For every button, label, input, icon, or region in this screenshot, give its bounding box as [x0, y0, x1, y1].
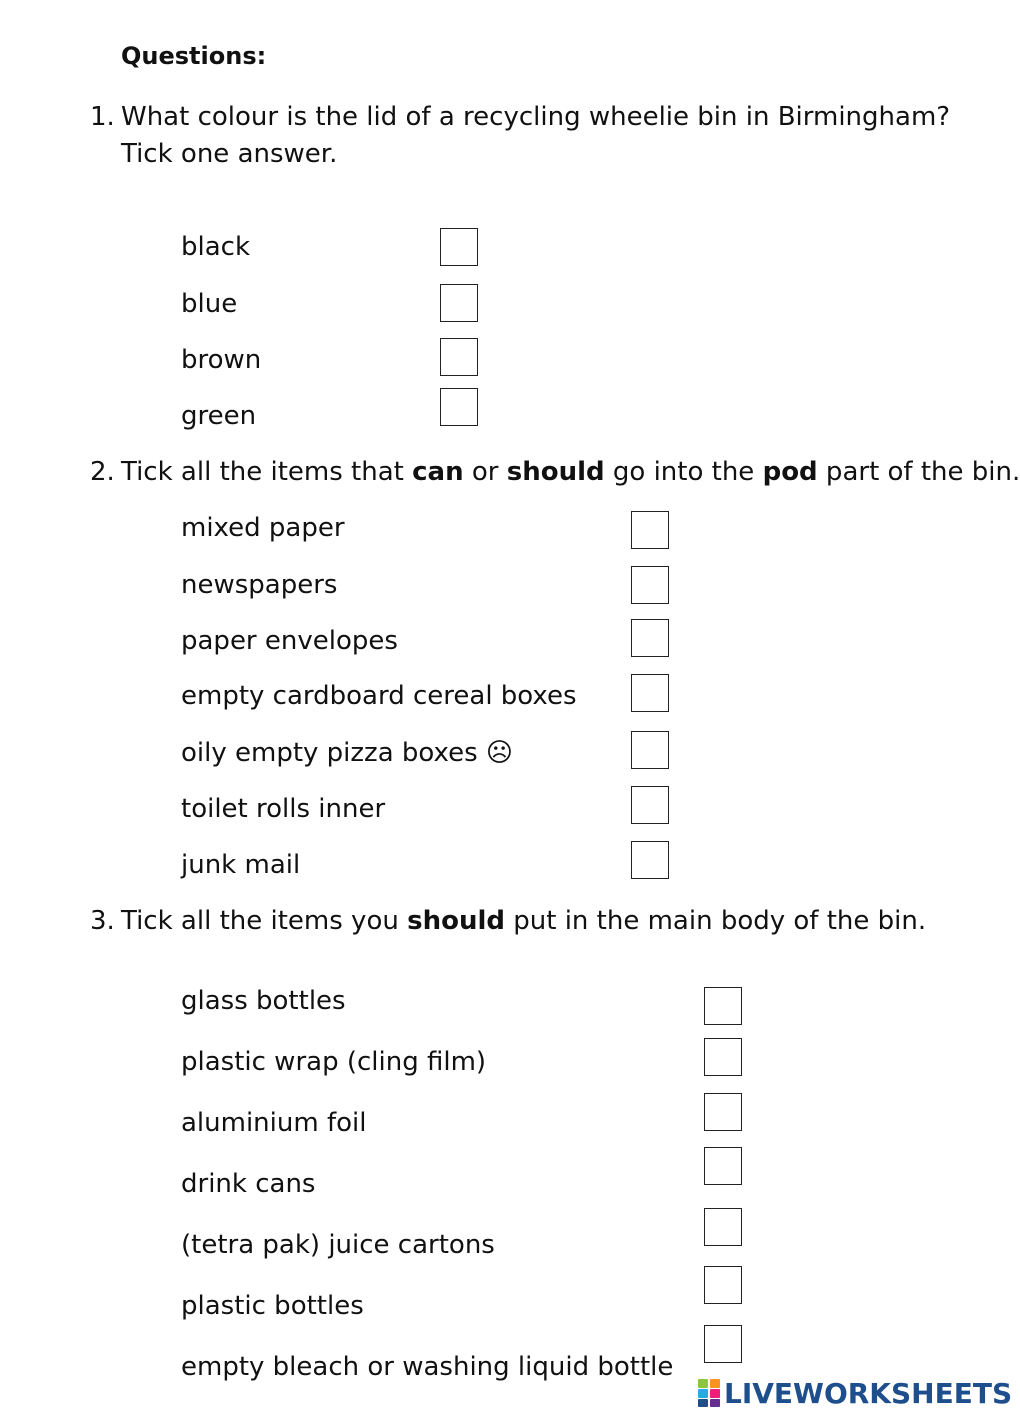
q2-option-checkbox[interactable] — [631, 841, 669, 879]
q2-option-label: paper envelopes — [181, 626, 398, 656]
liveworksheets-logo-icon — [697, 1378, 721, 1408]
q3-option-checkbox[interactable] — [704, 1208, 742, 1246]
q2-option-label: mixed paper — [181, 513, 345, 543]
q3-option-checkbox[interactable] — [704, 1147, 742, 1185]
q1-option-label: blue — [181, 289, 238, 319]
q3-number: 3. — [90, 906, 115, 936]
page-heading: Questions: — [121, 42, 267, 70]
q2-number: 2. — [90, 457, 115, 487]
q2-option-checkbox[interactable] — [631, 619, 669, 657]
q1-option-label: black — [181, 232, 251, 262]
q2-option-checkbox[interactable] — [631, 731, 669, 769]
q1-option-checkbox[interactable] — [440, 388, 478, 426]
q2-option-checkbox[interactable] — [631, 566, 669, 604]
q2-text: Tick all the items that can or should go into the pod part of the bin. — [121, 457, 1020, 487]
q3-option-label: (tetra pak) juice cartons — [181, 1230, 495, 1260]
q1-option-label: green — [181, 401, 257, 431]
q1-option-checkbox[interactable] — [440, 338, 478, 376]
q2-option-label: junk mail — [181, 850, 301, 880]
q2-option-label: newspapers — [181, 570, 338, 600]
q3-option-label: drink cans — [181, 1169, 316, 1199]
q2-option-label: empty cardboard cereal boxes — [181, 681, 577, 711]
q3-option-label: glass bottles — [181, 986, 346, 1016]
q3-option-label: plastic wrap (cling film) — [181, 1047, 487, 1077]
q3-option-checkbox[interactable] — [704, 1325, 742, 1363]
q3-option-label: aluminium foil — [181, 1108, 367, 1138]
q2-option-checkbox[interactable] — [631, 786, 669, 824]
q3-option-checkbox[interactable] — [704, 987, 742, 1025]
q3-option-checkbox[interactable] — [704, 1266, 742, 1304]
q3-option-label: empty bleach or washing liquid bottle — [181, 1352, 674, 1382]
liveworksheets-watermark: LIVEWORKSHEETS — [724, 1376, 1013, 1410]
q3-option-checkbox[interactable] — [704, 1038, 742, 1076]
q3-text: Tick all the items you should put in the main body of the bin. — [121, 906, 927, 936]
liveworksheets-logo — [697, 1376, 1012, 1410]
q2-option-checkbox[interactable] — [631, 674, 669, 712]
q1-option-checkbox[interactable] — [440, 228, 478, 266]
q3-option-label: plastic bottles — [181, 1291, 364, 1321]
q1-number: 1. — [90, 102, 115, 132]
q2-option-checkbox[interactable] — [631, 511, 669, 549]
q1-option-label: brown — [181, 345, 262, 375]
q1-text-line1: What colour is the lid of a recycling wheelie bin in Birmingham? — [121, 102, 951, 132]
q1-text-line2: Tick one answer. — [121, 139, 338, 169]
q2-option-label: oily empty pizza boxes ☹ — [181, 738, 514, 768]
q3-option-checkbox[interactable] — [704, 1093, 742, 1131]
q2-option-label: toilet rolls inner — [181, 794, 386, 824]
q1-option-checkbox[interactable] — [440, 284, 478, 322]
